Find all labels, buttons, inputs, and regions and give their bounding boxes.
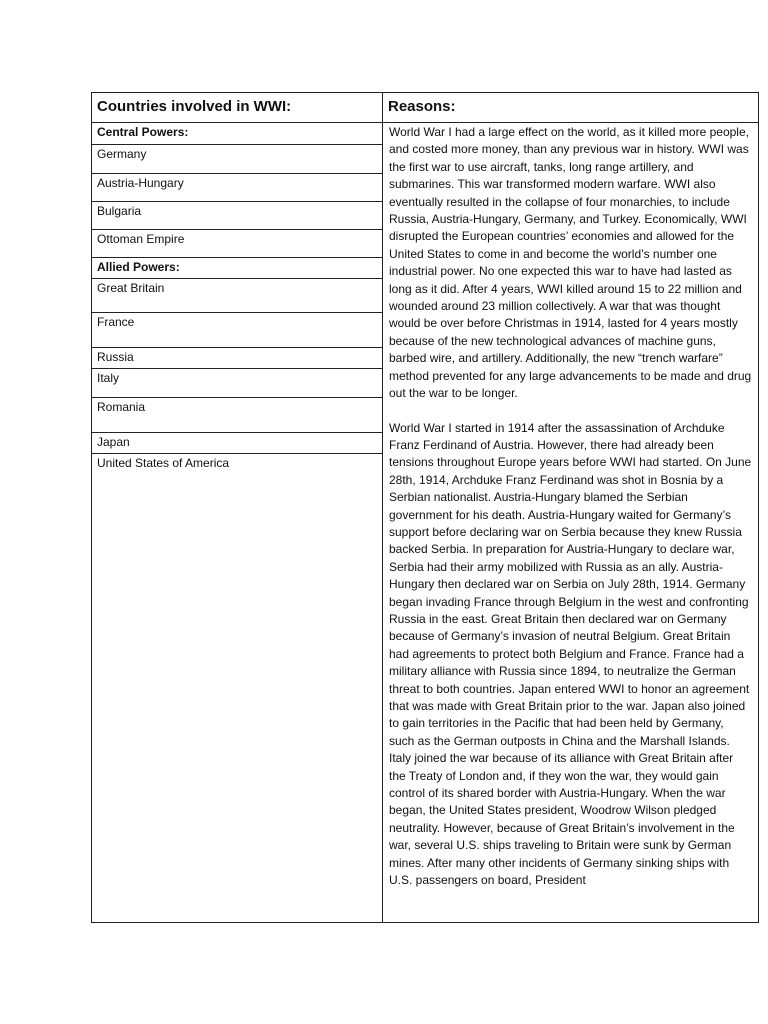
reason-paragraph-effects: World War I had a large effect on the world, as it killed more people, and costed more money, than any previous war in history. WWI was the first war to use aircraft, tanks, long range artillery, and submarines. This war transformed modern warfare. WWI also eventually resulted in the collapse of four monarchies, to include Russia, Austria-Hungary, Germany, and Turkey. Economically, WWI disrupted the European countries’ economies and allowed for the United States to come in and become the world’s number one industrial power. No one expected this war to have had lasted as long as it did. After 4 years, WWI killed around 15 to 22 million and wounded around 23 million collectively. A war that was thought would be over before Christmas in 1914, lasted for 4 years mostly because of the new technological advances of machine guns, barbed wire, and artillery. Additionally, the new “trench warfare” method prevented for any large advancements to be made and drug out the war to be longer. xyxy=(389,125,752,401)
reason-paragraph-causes: World War I started in 1914 after the assassination of Archduke Franz Ferdinand of Austria. However, there had already been tensions throughout Europe years before WWI had started. On June 28th, 1914, Archduke Franz Ferdinand was shot in Bosnia by a Serbian nationalist. Austria-Hungary blamed the Serbian government for his death. Austria-Hungary waited for Germany’s support before declaring war on Serbia because they knew Russia backed Serbia. In preparation for Austria-Hungary to declare war, Serbia had their army mobilized with Russia as an ally. Austria-Hungary then declared war on Serbia on July 28th, 1914. Germany began invading France through Belgium in the west and confronting Russia in the east. Great Britain then declared war on Germany because of Germany’s invasion of neutral Belgium. Great Britain had agreements to protect both Belgium and France. France had a military alliance with Russia since 1894, to neutralize the German threat to both countries. Japan entered WWI to honor an agreement that was made with Great Britain prior to the war. Japan also joined to gain territories in the Pacific that had been held by Germany, such as the German outposts in China and the Marshall Islands. Italy joined the war because of its alliance with Great Britain after the Treaty of London and, if they won the war, they would gain control of its shared border with Austria-Hungary. When the war began, the United States president, Woodrow Wilson pledged neutrality. However, because of Great Britain’s involvement in the war, several U.S. ships traveling to Britain were sunk by German mines. After many other incidents of Germany sinking ships with U.S. passengers on board, President xyxy=(389,420,752,888)
country-row-austria-hungary: Austria-Hungary xyxy=(92,174,382,202)
country-row-russia: Russia xyxy=(92,348,382,369)
table-header-row xyxy=(92,93,758,123)
country-row-italy: Italy xyxy=(92,369,382,398)
countries-header: Countries involved in WWI: xyxy=(97,98,292,115)
country-row-germany: Germany xyxy=(92,145,382,174)
country-row-great-britain: Great Britain xyxy=(92,279,382,313)
reasons-header: Reasons: xyxy=(388,98,456,115)
country-row-romania: Romania xyxy=(92,398,382,433)
country-row-allied-powers: Allied Powers: xyxy=(92,258,382,279)
country-row-bulgaria: Bulgaria xyxy=(92,202,382,230)
country-row-japan: Japan xyxy=(92,433,382,454)
country-row-central-powers: Central Powers: xyxy=(92,123,382,145)
country-row-france: France xyxy=(92,313,382,348)
countries-reasons-table xyxy=(91,92,759,923)
country-row-united-states: United States of America xyxy=(97,456,230,470)
reasons-cell xyxy=(383,123,758,922)
country-row-ottoman-empire: Ottoman Empire xyxy=(92,230,382,258)
